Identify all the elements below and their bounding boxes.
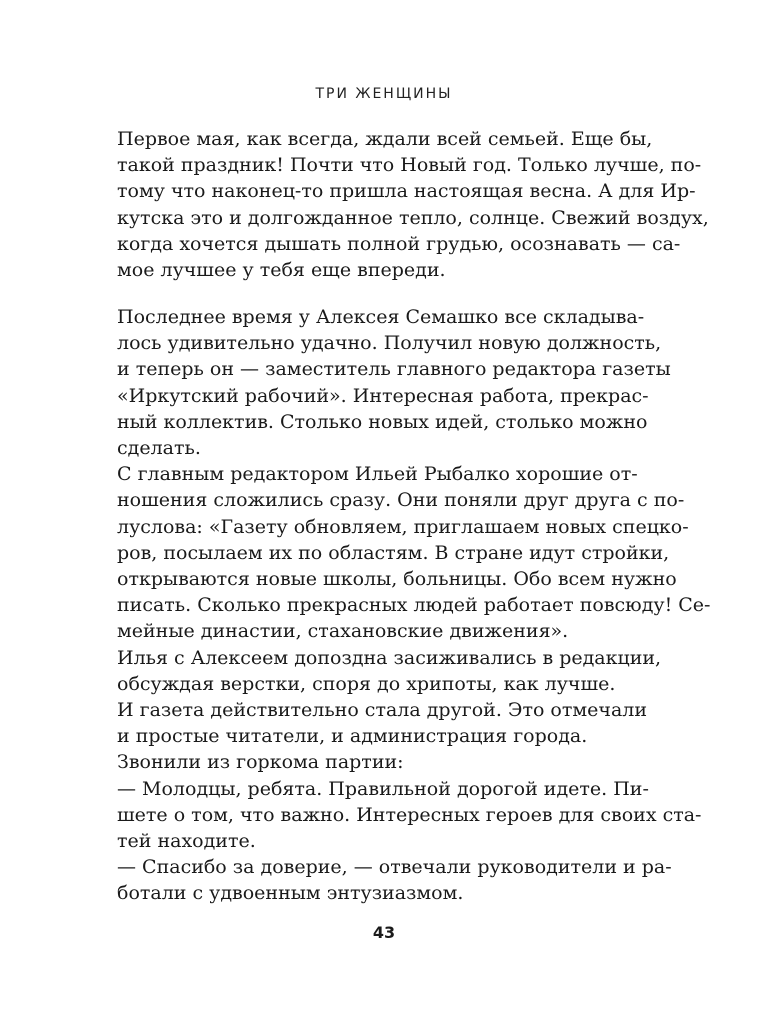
text-line: ный коллектив. Столько новых идей, столько можно [117,410,648,433]
text-line: тей находите. [117,830,256,853]
paragraph-block-1 [117,126,709,283]
text-line: лось удивительно удачно. Получил новую должность, [117,332,662,355]
text-line: открываются новые школы, больницы. Обо всем нужно [117,568,677,591]
text-line: шете о том, что важно. Интересных героев для своих ста- [117,803,702,826]
text-line: и теперь он — заместитель главного редактора газеты [117,358,671,381]
text-line: «Иркутский рабочий». Интересная работа, прекрас- [117,384,649,407]
text-line: ров, посылаем их по областям. В стране идут стройки, [117,541,670,564]
text-line: И газета действительно стала другой. Это отмечали [117,699,648,722]
text-line: С главным редактором Ильей Рыбалко хорошие от- [117,463,638,486]
text-line: мое лучшее у тебя еще впереди. [117,259,446,282]
text-line: и простые читатели, и администрация города. [117,725,588,748]
text-line: луслова: «Газету обновляем, приглашаем новых спецко- [117,515,689,538]
text-line: Звонили из горкома партии: [117,751,404,774]
text-line: ботали с удвоенным энтузиазмом. [117,882,464,905]
text-line: мейные династии, стахановские движения». [117,620,569,643]
paragraph-block-2 [117,304,711,907]
text-line: обсуждая верстки, споря до хрипоты, как лучше. [117,672,616,695]
text-line: сделать. [117,437,201,460]
text-line: Илья с Алексеем допоздна засиживались в редакции, [117,646,662,669]
text-line: кутска это и долгожданное тепло, солнце. Свежий воздух, [117,206,709,229]
text-line: когда хочется дышать полной грудью, осознавать — са- [117,232,681,255]
text-line: ношения сложились сразу. Они поняли друг друга с по- [117,489,685,512]
page-number: 43 [372,923,396,942]
text-line: писать. Сколько прекрасных людей работает повсюду! Се- [117,594,711,617]
text-line: тому что наконец-то пришла настоящая весна. А для Ир- [117,180,696,203]
text-line: — Спасибо за доверие, — отвечали руководители и ра- [117,856,672,879]
text-line: — Молодцы, ребята. Правильной дорогой идете. Пи- [117,777,649,800]
text-line: Последнее время у Алексея Семашко все складыва- [117,306,645,328]
running-head-title: ТРИ ЖЕНЩИНЫ [315,86,453,102]
text-line: такой праздник! Почти что Новый год. Только лучше, по- [117,154,702,177]
text-line: Первое мая, как всегда, ждали всей семьей. Еще бы, [117,128,653,150]
